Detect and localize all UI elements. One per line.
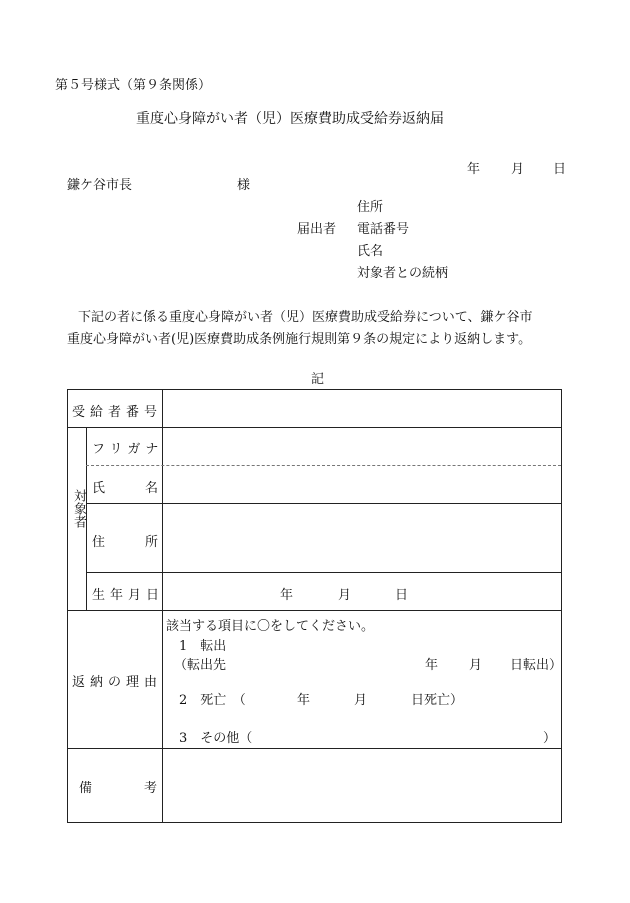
reason-moveout-destination: （転出先 (174, 658, 227, 673)
form-title: 重度心身障がい者（児）医療費助成受給券返納届 (136, 111, 444, 127)
reason-moveout: 1 転出 (179, 639, 227, 654)
reason-death-year: 年 (297, 693, 311, 708)
addressee-honorific: 様 (237, 178, 251, 193)
birth-day-label: 日 (395, 588, 409, 603)
reason-instruction: 該当する項目に〇をしてください。 (166, 619, 375, 634)
subject-label: 対象者 (71, 489, 86, 528)
birth-month-label: 月 (338, 588, 352, 603)
birthdate-label: 生年月日 (92, 588, 165, 603)
reason-label: 返納の理由 (72, 675, 163, 690)
date-day-label: 日 (553, 162, 567, 177)
row-divider-5 (68, 748, 561, 749)
notifier-phone-label: 電話番号 (357, 222, 410, 237)
form-number: 第５号様式（第９条関係） (55, 78, 212, 93)
furigana-divider (86, 465, 561, 466)
notifier-address-label: 住所 (357, 200, 384, 215)
row-divider-3 (86, 572, 561, 573)
reason-death: 2 死亡 （ (179, 693, 246, 708)
date-month-label: 月 (511, 162, 525, 177)
intro-text-line2: 重度心身障がい者(児)医療費助成条例施行規則第９条の規定により返納します。 (67, 332, 532, 347)
remarks-label-a: 備 (79, 781, 93, 796)
remarks-label-b: 考 (144, 781, 158, 796)
reason-other-end: ） (543, 731, 557, 746)
birth-year-label: 年 (280, 588, 294, 603)
name-label-b: 名 (145, 481, 159, 496)
reason-moveout-end: 日転出） (510, 658, 563, 673)
furigana-label: フリガナ (92, 442, 164, 457)
ki-heading: 記 (311, 372, 325, 387)
notifier-name-label: 氏名 (357, 244, 384, 259)
reason-death-month: 月 (354, 693, 368, 708)
reason-death-end: 日死亡） (411, 693, 464, 708)
intro-text-line1: 下記の者に係る重度心身障がい者（児）医療費助成受給券について、鎌ケ谷市 (78, 310, 533, 325)
notifier-relationship-label: 対象者との続柄 (357, 266, 449, 281)
row-divider-1 (68, 427, 561, 428)
address-label-b: 所 (145, 535, 159, 550)
subject-column-divider (86, 427, 87, 610)
addressee-name: 鎌ケ谷市長 (67, 178, 133, 193)
reason-moveout-month: 月 (469, 658, 483, 673)
address-label-a: 住 (92, 535, 106, 550)
date-year-label: 年 (467, 162, 481, 177)
name-label-a: 氏 (92, 481, 106, 496)
return-form-table (67, 389, 562, 823)
recipient-number-label: 受給者番号 (72, 405, 163, 420)
reason-other: 3 その他（ (179, 731, 253, 746)
notifier-label: 届出者 (297, 222, 337, 237)
row-divider-4 (68, 610, 561, 611)
reason-moveout-year: 年 (425, 658, 439, 673)
row-divider-2 (86, 503, 561, 504)
